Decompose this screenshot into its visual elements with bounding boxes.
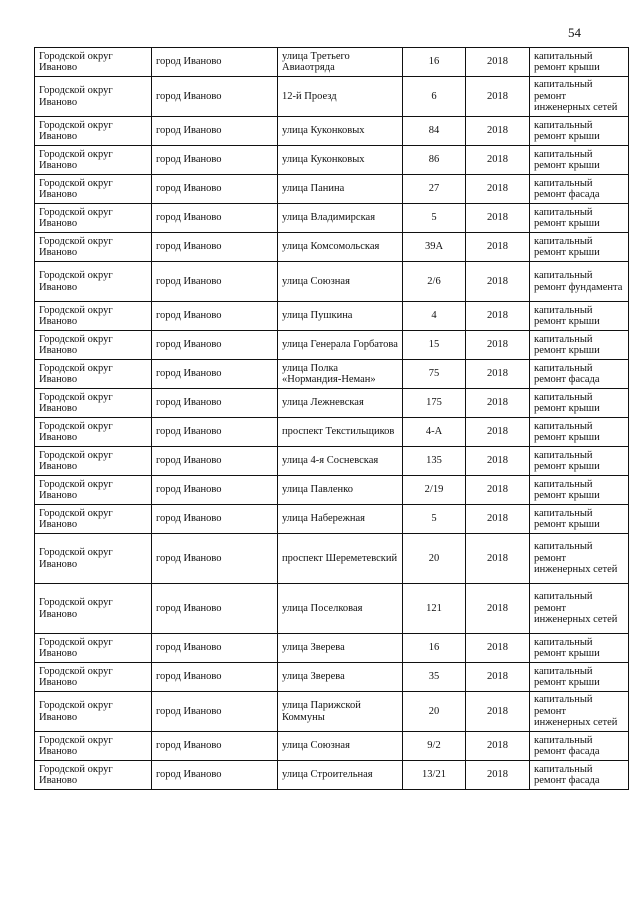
settlement-cell: город Иваново [152,634,278,663]
municipality-cell: Городской округ Иваново [35,732,152,761]
table-row [35,233,629,262]
municipality-cell: Городской округ Иваново [35,505,152,534]
street-cell: 12-й Проезд [278,77,403,117]
street-cell: проспект Текстильщиков [278,418,403,447]
year-cell: 2018 [466,418,530,447]
settlement-cell: город Иваново [152,146,278,175]
settlement-cell: город Иваново [152,418,278,447]
work-type-cell: капитальный ремонт инженерных сетей [530,692,629,732]
municipality-cell: Городской округ Иваново [35,262,152,302]
table-row [35,331,629,360]
year-cell: 2018 [466,331,530,360]
table-row [35,77,629,117]
work-type-cell: капитальный ремонт фасада [530,761,629,790]
year-cell: 2018 [466,663,530,692]
house-number-cell: 9/2 [403,732,466,761]
work-type-cell: капитальный ремонт крыши [530,418,629,447]
table-row [35,663,629,692]
work-type-cell: капитальный ремонт инженерных сетей [530,77,629,117]
house-number-cell: 20 [403,692,466,732]
work-type-cell: капитальный ремонт крыши [530,331,629,360]
house-number-cell: 35 [403,663,466,692]
house-number-cell: 121 [403,584,466,634]
table-body [35,48,629,790]
house-number-cell: 5 [403,505,466,534]
table-row [35,732,629,761]
street-cell: улица 4-я Сосневская [278,447,403,476]
year-cell: 2018 [466,77,530,117]
house-number-cell: 15 [403,331,466,360]
settlement-cell: город Иваново [152,360,278,389]
table-row [35,447,629,476]
street-cell: улица Зверева [278,634,403,663]
year-cell: 2018 [466,175,530,204]
municipality-cell: Городской округ Иваново [35,360,152,389]
street-cell: улица Владимирская [278,204,403,233]
work-type-cell: капитальный ремонт крыши [530,233,629,262]
street-cell: улица Комсомольская [278,233,403,262]
work-type-cell: капитальный ремонт инженерных сетей [530,534,629,584]
settlement-cell: город Иваново [152,204,278,233]
work-type-cell: капитальный ремонт крыши [530,476,629,505]
settlement-cell: город Иваново [152,476,278,505]
municipality-cell: Городской округ Иваново [35,389,152,418]
table-row [35,692,629,732]
street-cell: улица Панина [278,175,403,204]
settlement-cell: город Иваново [152,331,278,360]
work-type-cell: капитальный ремонт фундамента [530,262,629,302]
street-cell: улица Строительная [278,761,403,790]
table-row [35,117,629,146]
table-row [35,175,629,204]
municipality-cell: Городской округ Иваново [35,146,152,175]
street-cell: улица Генерала Горбатова [278,331,403,360]
year-cell: 2018 [466,146,530,175]
table-row [35,584,629,634]
street-cell: улица Куконковых [278,117,403,146]
settlement-cell: город Иваново [152,48,278,77]
table-row [35,476,629,505]
street-cell: улица Набережная [278,505,403,534]
street-cell: улица Парижской Коммуны [278,692,403,732]
work-type-cell: капитальный ремонт крыши [530,302,629,331]
house-number-cell: 75 [403,360,466,389]
house-number-cell: 2/19 [403,476,466,505]
work-type-cell: капитальный ремонт крыши [530,117,629,146]
house-number-cell: 6 [403,77,466,117]
street-cell: улица Пушкина [278,302,403,331]
house-number-cell: 4 [403,302,466,331]
year-cell: 2018 [466,692,530,732]
year-cell: 2018 [466,117,530,146]
street-cell: улица Павленко [278,476,403,505]
year-cell: 2018 [466,302,530,331]
street-cell: улица Третьего Авиаотряда [278,48,403,77]
settlement-cell: город Иваново [152,505,278,534]
settlement-cell: город Иваново [152,77,278,117]
settlement-cell: город Иваново [152,117,278,146]
work-type-cell: капитальный ремонт крыши [530,204,629,233]
house-number-cell: 16 [403,634,466,663]
year-cell: 2018 [466,634,530,663]
settlement-cell: город Иваново [152,302,278,331]
settlement-cell: город Иваново [152,389,278,418]
municipality-cell: Городской округ Иваново [35,634,152,663]
street-cell: улица Лежневская [278,389,403,418]
work-type-cell: капитальный ремонт инженерных сетей [530,584,629,634]
house-number-cell: 135 [403,447,466,476]
year-cell: 2018 [466,761,530,790]
street-cell: улица Союзная [278,732,403,761]
settlement-cell: город Иваново [152,761,278,790]
table-row [35,48,629,77]
settlement-cell: город Иваново [152,584,278,634]
municipality-cell: Городской округ Иваново [35,418,152,447]
settlement-cell: город Иваново [152,534,278,584]
house-number-cell: 175 [403,389,466,418]
year-cell: 2018 [466,732,530,761]
municipality-cell: Городской округ Иваново [35,663,152,692]
house-number-cell: 86 [403,146,466,175]
municipality-cell: Городской округ Иваново [35,77,152,117]
settlement-cell: город Иваново [152,447,278,476]
house-number-cell: 16 [403,48,466,77]
municipality-cell: Городской округ Иваново [35,761,152,790]
municipality-cell: Городской округ Иваново [35,117,152,146]
table-row [35,262,629,302]
work-type-cell: капитальный ремонт крыши [530,146,629,175]
house-number-cell: 4-А [403,418,466,447]
street-cell: проспект Шереметевский [278,534,403,584]
work-type-cell: капитальный ремонт крыши [530,48,629,77]
table-row [35,634,629,663]
table-row [35,389,629,418]
street-cell: улица Куконковых [278,146,403,175]
house-number-cell: 27 [403,175,466,204]
street-cell: улица Полка «Нормандия-Неман» [278,360,403,389]
municipality-cell: Городской округ Иваново [35,302,152,331]
house-number-cell: 5 [403,204,466,233]
work-type-cell: капитальный ремонт крыши [530,505,629,534]
work-type-cell: капитальный ремонт крыши [530,447,629,476]
table-row [35,360,629,389]
work-type-cell: капитальный ремонт фасада [530,360,629,389]
house-number-cell: 13/21 [403,761,466,790]
year-cell: 2018 [466,233,530,262]
street-cell: улица Союзная [278,262,403,302]
year-cell: 2018 [466,505,530,534]
municipality-cell: Городской округ Иваново [35,233,152,262]
work-type-cell: капитальный ремонт фасада [530,732,629,761]
repair-registry-table [34,47,629,790]
settlement-cell: город Иваново [152,175,278,204]
municipality-cell: Городской округ Иваново [35,204,152,233]
table-row [35,534,629,584]
municipality-cell: Городской округ Иваново [35,692,152,732]
street-cell: улица Зверева [278,663,403,692]
work-type-cell: капитальный ремонт крыши [530,663,629,692]
table-row [35,761,629,790]
house-number-cell: 39А [403,233,466,262]
municipality-cell: Городской округ Иваново [35,331,152,360]
year-cell: 2018 [466,584,530,634]
house-number-cell: 20 [403,534,466,584]
year-cell: 2018 [466,476,530,505]
house-number-cell: 2/6 [403,262,466,302]
work-type-cell: капитальный ремонт крыши [530,389,629,418]
settlement-cell: город Иваново [152,233,278,262]
settlement-cell: город Иваново [152,692,278,732]
municipality-cell: Городской округ Иваново [35,534,152,584]
settlement-cell: город Иваново [152,663,278,692]
settlement-cell: город Иваново [152,732,278,761]
street-cell: улица Поселковая [278,584,403,634]
work-type-cell: капитальный ремонт фасада [530,175,629,204]
table-row [35,204,629,233]
work-type-cell: капитальный ремонт крыши [530,634,629,663]
page-number: 54 [568,25,581,40]
municipality-cell: Городской округ Иваново [35,175,152,204]
municipality-cell: Городской округ Иваново [35,476,152,505]
year-cell: 2018 [466,204,530,233]
year-cell: 2018 [466,48,530,77]
municipality-cell: Городской округ Иваново [35,584,152,634]
year-cell: 2018 [466,360,530,389]
municipality-cell: Городской округ Иваново [35,447,152,476]
table-row [35,146,629,175]
year-cell: 2018 [466,262,530,302]
year-cell: 2018 [466,389,530,418]
table-row [35,505,629,534]
house-number-cell: 84 [403,117,466,146]
year-cell: 2018 [466,534,530,584]
table-row [35,418,629,447]
settlement-cell: город Иваново [152,262,278,302]
year-cell: 2018 [466,447,530,476]
table-row [35,302,629,331]
municipality-cell: Городской округ Иваново [35,48,152,77]
